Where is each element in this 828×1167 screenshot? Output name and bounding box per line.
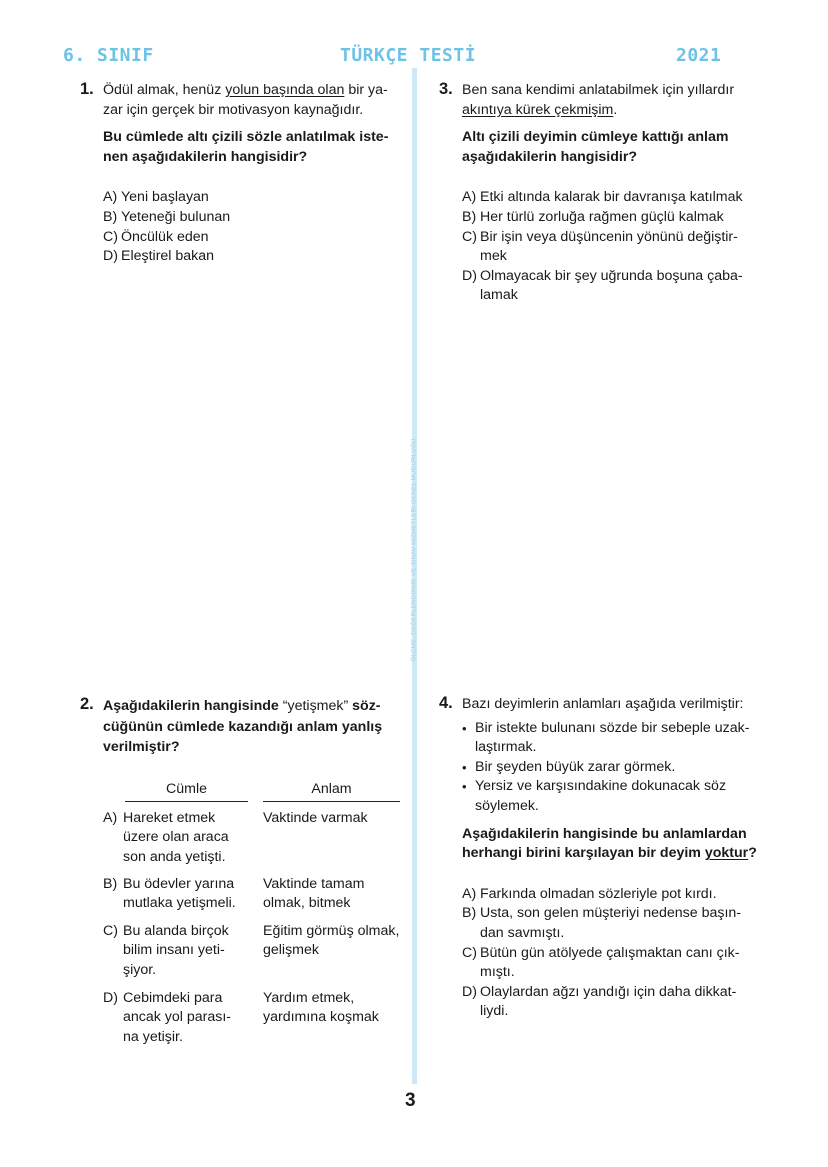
answer-option-a[interactable] [462,188,792,208]
meaning-text: Vaktinde tamam [263,875,365,892]
underlined-text: yolun başında olan [225,82,345,98]
text-line [462,695,792,715]
bullet-text: Bir istekte bulunanı sözde bir sebeple uzak- [475,719,750,736]
text-segment: ? [748,845,757,862]
year-label: 2021 [676,45,722,66]
question-number: 2. [80,695,94,713]
answer-options [103,188,423,266]
text-segment: Ödül almak, henüz [103,82,226,98]
sentence-cell [123,809,229,868]
question-prompt [103,696,423,758]
stem-text [462,695,792,715]
prompt-text [103,128,423,167]
text-segment: herhangi birini karşılayan bir deyim [462,845,705,862]
option-letter: C) [462,944,477,961]
option-text: mıştı. [480,964,515,981]
bullet-icon: • [462,720,467,736]
answer-option-c[interactable] [462,228,792,267]
question-3 [439,80,792,306]
text-segment: söz- [348,698,381,714]
option-letter: D) [103,248,118,265]
option-letter: A) [462,885,477,902]
option-text: Yeni başlayan [121,189,209,206]
question-2 [80,695,423,1130]
text-segment: cüğünün cümlede kazandığı anlam yanlış [103,718,383,735]
option-text: Bütün gün atölyede çalışmaktan canı çık- [480,944,740,961]
text-segment: Bazı deyimlerin anlamları aşağıda verilmiştir: [462,696,744,712]
answer-option-a[interactable] [462,885,792,905]
table-header-cumle: Cümle [125,780,248,803]
answer-option-c[interactable] [103,228,423,248]
meaning-cell [263,809,368,829]
option-text: Eleştirel bakan [121,248,215,265]
option-text: Farkında olmadan sözleriyle pot kırdı. [480,885,717,902]
option-letter: B) [103,875,118,892]
question-number: 1. [80,80,94,98]
text-line [462,844,792,864]
bullet-text: Yersiz ve karşısındakine dokunacak söz [475,778,727,795]
sentence-text: Hareket etmek [123,809,216,826]
bullet-text: söylemek. [475,797,539,814]
answer-option-b[interactable] [462,904,792,943]
text-segment: verilmiştir? [103,739,180,755]
answer-option-b[interactable] [462,208,792,228]
meaning-text: Eğitim görmüş olmak, [263,922,400,939]
underlined-text: akıntıya kürek çekmişim [462,101,614,118]
text-segment: Ben sana kendimi anlatabilmek için yıllardır [462,82,735,98]
underlined-text: yoktur [704,845,749,862]
text-segment: nen aşağıdakilerin hangisidir? [103,148,308,165]
table-header-anlam: Anlam [263,780,400,803]
test-title: TÜRKÇE TESTİ [340,45,477,66]
text-segment: . [613,101,618,118]
option-text: Öncülük eden [121,228,209,245]
text-segment: bir ya- [344,82,388,98]
bullet-item [462,777,792,816]
meaning-cell [263,922,399,961]
sentence-cell [123,989,231,1048]
answer-option-d[interactable] [103,247,423,267]
option-letter: C) [103,228,118,245]
text-line [103,128,423,148]
option-text: mek [480,248,507,265]
meaning-bullet-list [462,719,792,817]
option-letter: A) [103,189,118,206]
sentence-text: Bu ödevler yarına [123,875,235,892]
text-segment: zar için gerçek bir motivasyon kaynağıdır. [103,101,364,118]
option-letter: B) [462,208,477,225]
sentence-text: Cebimdeki para [123,989,223,1006]
sentence-text: son anda yetişti. [123,848,226,865]
sentence-cell [123,875,236,914]
meaning-text: gelişmek [263,942,319,959]
option-text: Olaylardan ağzı yandığı için daha dikkat- [480,983,737,1000]
answer-options [462,188,792,306]
text-line [103,717,423,738]
question-number: 3. [439,80,453,98]
grade-label: 6. SINIF [63,45,154,66]
meaning-cell [263,875,364,914]
text-line [103,148,423,168]
option-text: Usta, son gelen müşteriyi nedense başın- [480,905,742,922]
sentence-text: mutlaka yetişmeli. [123,895,236,912]
option-text: Etki altında kalarak bir davranışa katılmak [480,189,743,206]
option-text: dan savmıştı. [480,924,565,941]
side-watermark-text: ÖLÇME, DEĞERLENDİRME VE SINAV HİZMETLERİ GENEL MÜDÜRLÜĞÜ [410,438,418,662]
answer-option-d[interactable] [462,983,792,1022]
meaning-text: yardımına koşmak [263,1009,379,1026]
option-text: Her türlü zorluğa rağmen güçlü kalmak [480,208,724,225]
bullet-item [462,719,792,758]
option-letter: A) [462,189,477,206]
text-line [103,696,423,717]
text-line [462,148,792,168]
option-letter: B) [462,905,477,922]
sentence-text: ancak yol parası- [123,1009,232,1026]
answer-option-b[interactable] [103,208,423,228]
question-4 [439,694,792,1022]
prompt-text [462,825,792,864]
option-text: liydi. [480,1003,509,1020]
option-letter: B) [103,208,118,225]
meaning-text: olmak, bitmek [263,895,351,912]
option-text: Olmayacak bir şey uğrunda boşuna çaba- [480,267,743,284]
bullet-icon: • [462,779,467,795]
text-segment: Aşağıdakilerin hangisinde bu anlamlardan [462,825,747,842]
bullet-text: Bir şeyden büyük zarar görmek. [475,758,676,775]
text-line [103,101,423,121]
meaning-table [103,780,423,1130]
option-letter: D) [462,983,477,1000]
text-line [462,128,792,148]
text-segment: aşağıdakilerin hangisidir? [462,148,638,165]
sentence-text: bilim insanı yeti- [123,942,225,959]
question-1 [80,80,423,267]
meaning-text: Yardım etmek, [263,989,355,1006]
text-line [462,825,792,845]
sentence-text: Bu alanda birçok [123,922,229,939]
text-segment: Altı çizili deyimin cümleye kattığı anlam [462,129,729,146]
answer-options [462,885,792,1022]
option-letter: D) [462,267,477,284]
bullet-icon: • [462,759,467,775]
meaning-text: Vaktinde varmak [263,809,368,826]
answer-option-d[interactable] [462,267,792,306]
option-letter: D) [103,989,118,1006]
sentence-text: na yetişir. [123,1028,183,1045]
text-line [103,737,423,758]
prompt-text [462,128,792,167]
sentence-text: şiyor. [123,961,157,978]
stem-text [103,81,423,120]
bullet-text: laştırmak. [475,739,537,756]
text-segment: “yetişmek” [282,698,349,714]
text-line [462,101,792,121]
page-number: 3 [405,1090,416,1111]
stem-text [462,81,792,120]
option-letter: C) [103,922,118,939]
option-text: lamak [480,287,518,304]
text-line [103,81,423,101]
answer-option-c[interactable] [462,944,792,983]
sentence-cell [123,922,229,981]
option-text: Bir işin veya düşüncenin yönünü değiştir- [480,228,738,245]
question-number: 4. [439,694,453,712]
text-segment: Bu cümlede altı çizili sözle anlatılmak iste- [103,129,389,146]
answer-option-a[interactable] [103,188,423,208]
option-letter: C) [462,228,477,245]
text-segment: Aşağıdakilerin hangisinde [103,698,283,714]
meaning-cell [263,989,379,1028]
option-text: Yeteneği bulunan [121,208,231,225]
option-letter: A) [103,809,118,826]
text-line [462,81,792,101]
bullet-item [462,758,792,778]
sentence-text: üzere olan araca [123,829,229,846]
